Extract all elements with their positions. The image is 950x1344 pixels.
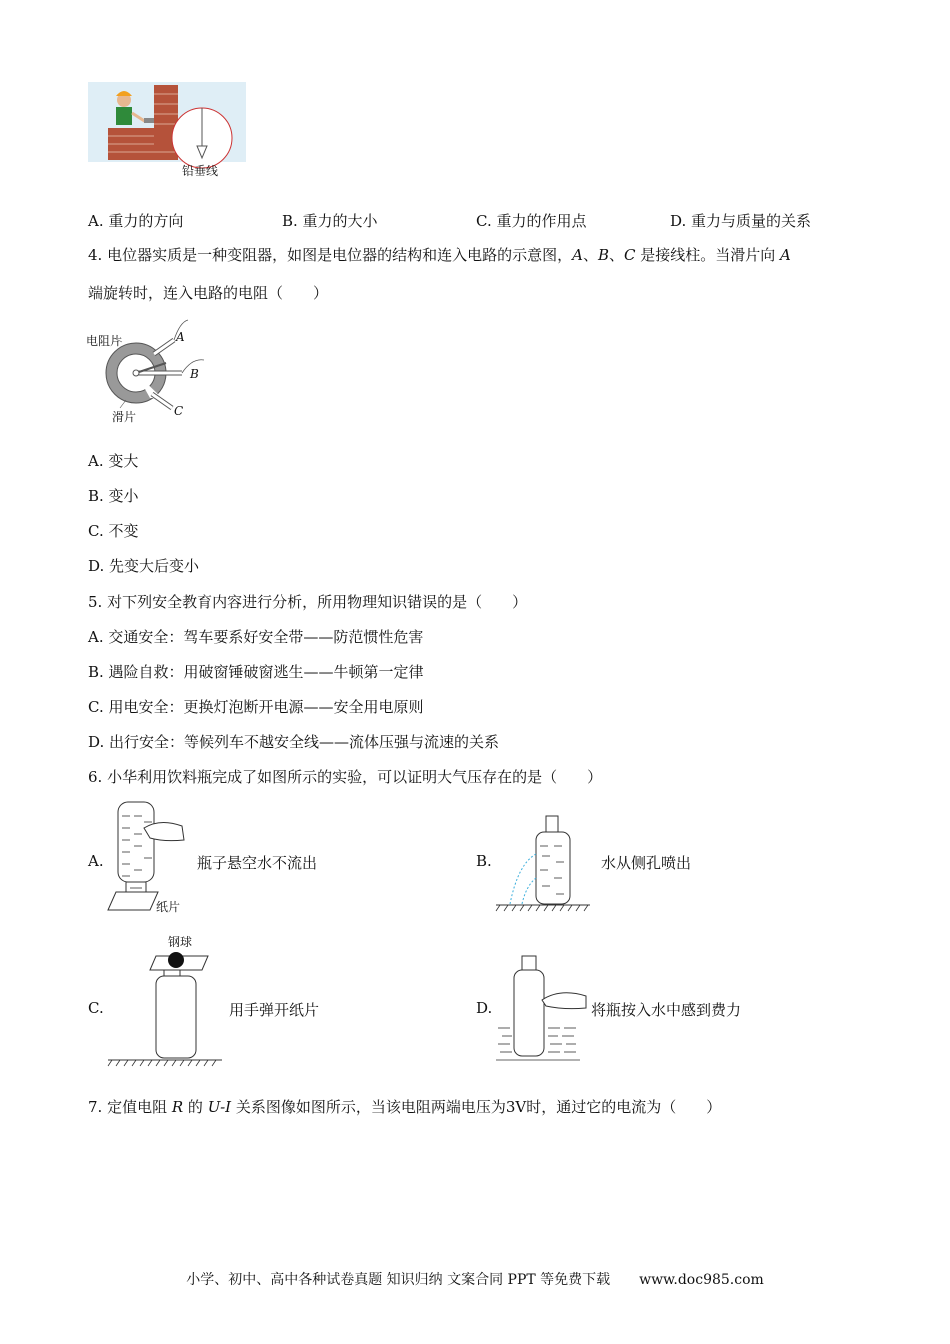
resistor-label: 电阻片 [86, 334, 123, 348]
q4-option-a: A. 变大 [88, 452, 139, 470]
footer-text: 小学、初中、高中各种试卷真题 知识归纳 文案合同 PPT 等免费下载 [186, 1272, 611, 1288]
terminal-a-label: A [176, 330, 185, 344]
q5-option-a: A. 交通安全：驾车要系好安全带——防范惯性危害 [88, 628, 424, 646]
q5-stem: 5. 对下列安全教育内容进行分析，所用物理知识错误的是（ ） [88, 593, 528, 611]
paper-label: 纸片 [156, 900, 181, 914]
plumb-line-label: 铅垂线 [182, 164, 219, 178]
q7-stem: 7. 定值电阻 R 的 U-I 关系图像如图所示，当该电阻两端电压为3V时，通过它的电流为（ ） [88, 1098, 722, 1116]
q5-option-c: C. 用电安全：更换灯泡断开电源——安全用电原则 [88, 698, 424, 716]
q6-option-a-letter: A. [88, 852, 104, 870]
q6-option-c-letter: C. [88, 999, 104, 1017]
q6-stem: 6. 小华利用饮料瓶完成了如图所示的实验，可以证明大气压存在的是（ ） [88, 768, 603, 786]
plumb-line-figure [88, 80, 248, 185]
q3-option-a: A. 重力的方向 [88, 212, 184, 230]
q4-option-c: C. 不变 [88, 522, 139, 540]
terminal-c-label: C [174, 404, 184, 418]
q6-option-b-letter: B. [476, 852, 492, 870]
q6-option-a-caption: 瓶子悬空水不流出 [197, 854, 318, 872]
q6-option-d-caption: 将瓶按入水中感到费力 [591, 1001, 742, 1019]
q3-option-b: B. 重力的大小 [282, 212, 378, 230]
q6-option-b-caption: 水从侧孔喷出 [601, 854, 692, 872]
q4-stem-line1: 4. 电位器实质是一种变阻器，如图是电位器的结构和连入电路的示意图，A、B、C 是接线柱。当滑片向 A [88, 246, 791, 264]
q4-option-b: B. 变小 [88, 487, 139, 505]
slider-label: 滑片 [112, 410, 137, 424]
q6-figure-b [492, 812, 592, 914]
potentiometer-figure [84, 318, 214, 426]
q3-option-c: C. 重力的作用点 [476, 212, 587, 230]
steel-ball-label: 钢球 [168, 935, 193, 949]
q6-figure-d [494, 952, 594, 1064]
page-footer [0, 1269, 950, 1289]
q6-option-d-letter: D. [476, 999, 493, 1017]
footer-url[interactable]: www.doc985.com [639, 1272, 764, 1288]
q5-option-b: B. 遇险自救：用破窗锤破窗逃生——牛顿第一定律 [88, 663, 424, 681]
q4-stem-line2: 端旋转时，连入电路的电阻（ ） [88, 284, 329, 302]
q6-option-c-caption: 用手弹开纸片 [229, 1001, 320, 1019]
q5-option-d: D. 出行安全：等候列车不越安全线——流体压强与流速的关系 [88, 733, 500, 751]
q3-option-d: D. 重力与质量的关系 [670, 212, 812, 230]
terminal-b-label: B [190, 367, 199, 381]
q4-option-d: D. 先变大后变小 [88, 557, 200, 575]
q6-figure-c [104, 948, 224, 1068]
